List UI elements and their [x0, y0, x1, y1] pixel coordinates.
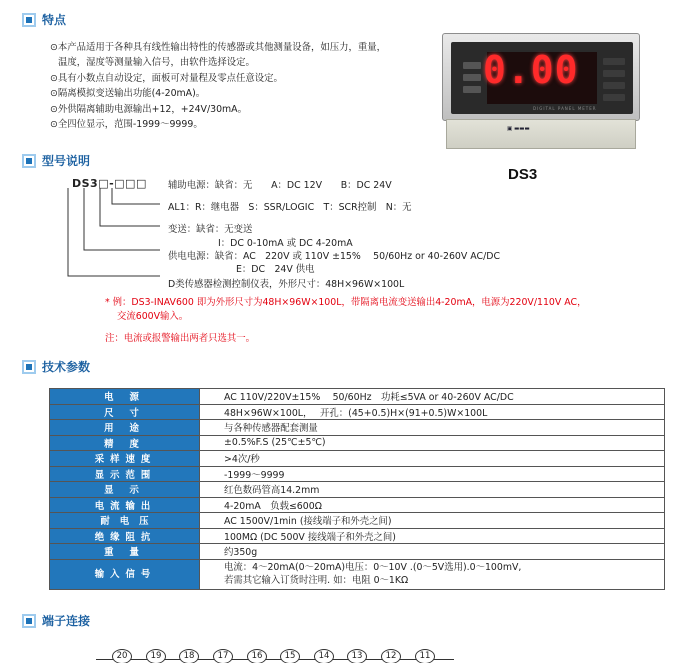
spec-value: >4次/秒: [200, 451, 665, 467]
spec-table: [49, 388, 665, 590]
spec-value-line: 电流：4～20mA(0～20mA)电压：0～10V .(0～5V选用).0～100mV,: [224, 562, 522, 573]
spec-key: 耐电压: [50, 513, 200, 529]
table-row: [50, 466, 665, 482]
model-note: 注：电流或报警输出两者只选其一。: [105, 333, 256, 344]
model-code-tree-lines: [60, 188, 180, 288]
model-caption: DS3: [508, 166, 538, 183]
model-example: [105, 296, 605, 324]
section-title: 端子连接: [42, 614, 91, 628]
table-row: [50, 451, 665, 467]
table-row: [50, 497, 665, 513]
model-line: I：DC 0-10mA 或 DC 4-20mA: [218, 238, 353, 249]
spec-key: 电流输出: [50, 497, 200, 513]
section-header-features: [22, 11, 66, 28]
section-header-terminals: [22, 612, 90, 629]
section-title: 型号说明: [42, 154, 91, 168]
table-row: [50, 482, 665, 498]
spec-value: AC 110V/220V±15% 50/60Hz 功耗≤5VA or 40-260V AC/DC: [200, 389, 665, 405]
table-row: [50, 435, 665, 451]
spec-value: ±0.5%F.S (25℃±5℃): [200, 435, 665, 451]
terminal: 16: [247, 649, 267, 663]
meter-logo: ▣ ▬▬▬: [507, 126, 530, 132]
terminal: 17: [213, 649, 233, 663]
terminal: 11: [415, 649, 435, 663]
section-square-icon: [22, 154, 36, 168]
panel-meter-image: [442, 33, 640, 151]
section-square-icon: [22, 614, 36, 628]
table-row: [50, 544, 665, 560]
spec-value: 100MΩ (DC 500V 接线端子和外壳之间): [200, 528, 665, 544]
model-line: AL1：R：继电器 S：SSR/LOGIC T：SCR控制 N：无: [168, 202, 412, 213]
spec-value: 红色数码管高14.2mm: [200, 482, 665, 498]
section-title: 特点: [42, 13, 67, 27]
terminal: 15: [280, 649, 300, 663]
spec-key: 精度: [50, 435, 200, 451]
feature-line: ⊙全四位显示，范围-1999～9999。: [50, 119, 203, 131]
spec-key: 显示范围: [50, 466, 200, 482]
feature-list: [50, 40, 430, 132]
terminal: 20: [112, 649, 132, 663]
spec-key: 用途: [50, 420, 200, 436]
spec-value-line: 若需其它输入订货时注明. 如：电阻 0～1KΩ: [224, 575, 409, 586]
model-code: DS3□-□□□: [72, 177, 147, 190]
section-title: 技术参数: [42, 360, 91, 374]
spec-value: 与各种传感器配套测量: [200, 420, 665, 436]
table-row: [50, 420, 665, 436]
meter-brand: DIGITAL PANEL METER: [533, 106, 597, 111]
terminal: 12: [381, 649, 401, 663]
model-line: 辅助电源：缺省：无 A：DC 12V B：DC 24V: [168, 180, 392, 191]
spec-value: AC 1500V/1min (接线端子和外壳之间): [200, 513, 665, 529]
spec-key: 输入信号: [50, 559, 200, 589]
spec-value: 48H×96W×100L， 开孔：(45+0.5)H×(91+0.5)W×100L: [200, 404, 665, 420]
model-line: E：DC 24V 供电: [236, 264, 315, 275]
spec-key: 电源: [50, 389, 200, 405]
section-header-specs: [22, 358, 90, 375]
terminal-strip: [96, 648, 456, 663]
feature-line: ⊙本产品适用于各种具有线性输出特性的传感器或其他测量设备，如压力，重量，: [50, 42, 386, 53]
table-row: [50, 389, 665, 405]
feature-line: 温度，湿度等测量输入信号，由软件选择设定。: [58, 57, 255, 69]
section-square-icon: [22, 360, 36, 374]
spec-value: -1999～9999: [200, 466, 665, 482]
feature-line: ⊙外供隔离辅助电源输出+12，+24V/30mA。: [50, 103, 247, 115]
model-line: 变送：缺省：无变送: [168, 224, 253, 235]
terminal: 19: [146, 649, 166, 663]
table-row: [50, 559, 665, 589]
terminal: 13: [347, 649, 367, 663]
spec-value: 约350g: [200, 544, 665, 560]
section-square-icon: [22, 13, 36, 27]
section-header-model: [22, 152, 90, 169]
table-row: [50, 404, 665, 420]
spec-key: 显示: [50, 482, 200, 498]
terminal: 14: [314, 649, 334, 663]
spec-value: [200, 559, 665, 589]
spec-key: 采样速度: [50, 451, 200, 467]
model-line: 供电电源：缺省：AC 220V 或 110V ±15% 50/60Hz or 40-260V AC/DC: [168, 251, 501, 262]
meter-display: 0.00: [483, 48, 579, 92]
spec-key: 重量: [50, 544, 200, 560]
feature-line: ⊙具有小数点自动设定，面板可对量程及零点任意设定。: [50, 72, 283, 84]
feature-line: ⊙隔离模拟变送输出功能(4-20mA)。: [50, 88, 206, 100]
spec-key: 尺寸: [50, 404, 200, 420]
spec-value: 4-20mA 负载≤600Ω: [200, 497, 665, 513]
table-row: [50, 513, 665, 529]
model-line: D类传感器检测控制仪表，外形尺寸：48H×96W×100L: [168, 279, 405, 290]
example-line: * 例：DS3-INAV600 即为外形尺寸为48H×96W×100L，带隔离电流变送输出4-20mA，电源为220V/110V AC，: [105, 297, 587, 308]
terminal: 18: [179, 649, 199, 663]
example-line: 交流600V输入。: [117, 311, 189, 322]
spec-key: 绝缘阻抗: [50, 528, 200, 544]
table-row: [50, 528, 665, 544]
